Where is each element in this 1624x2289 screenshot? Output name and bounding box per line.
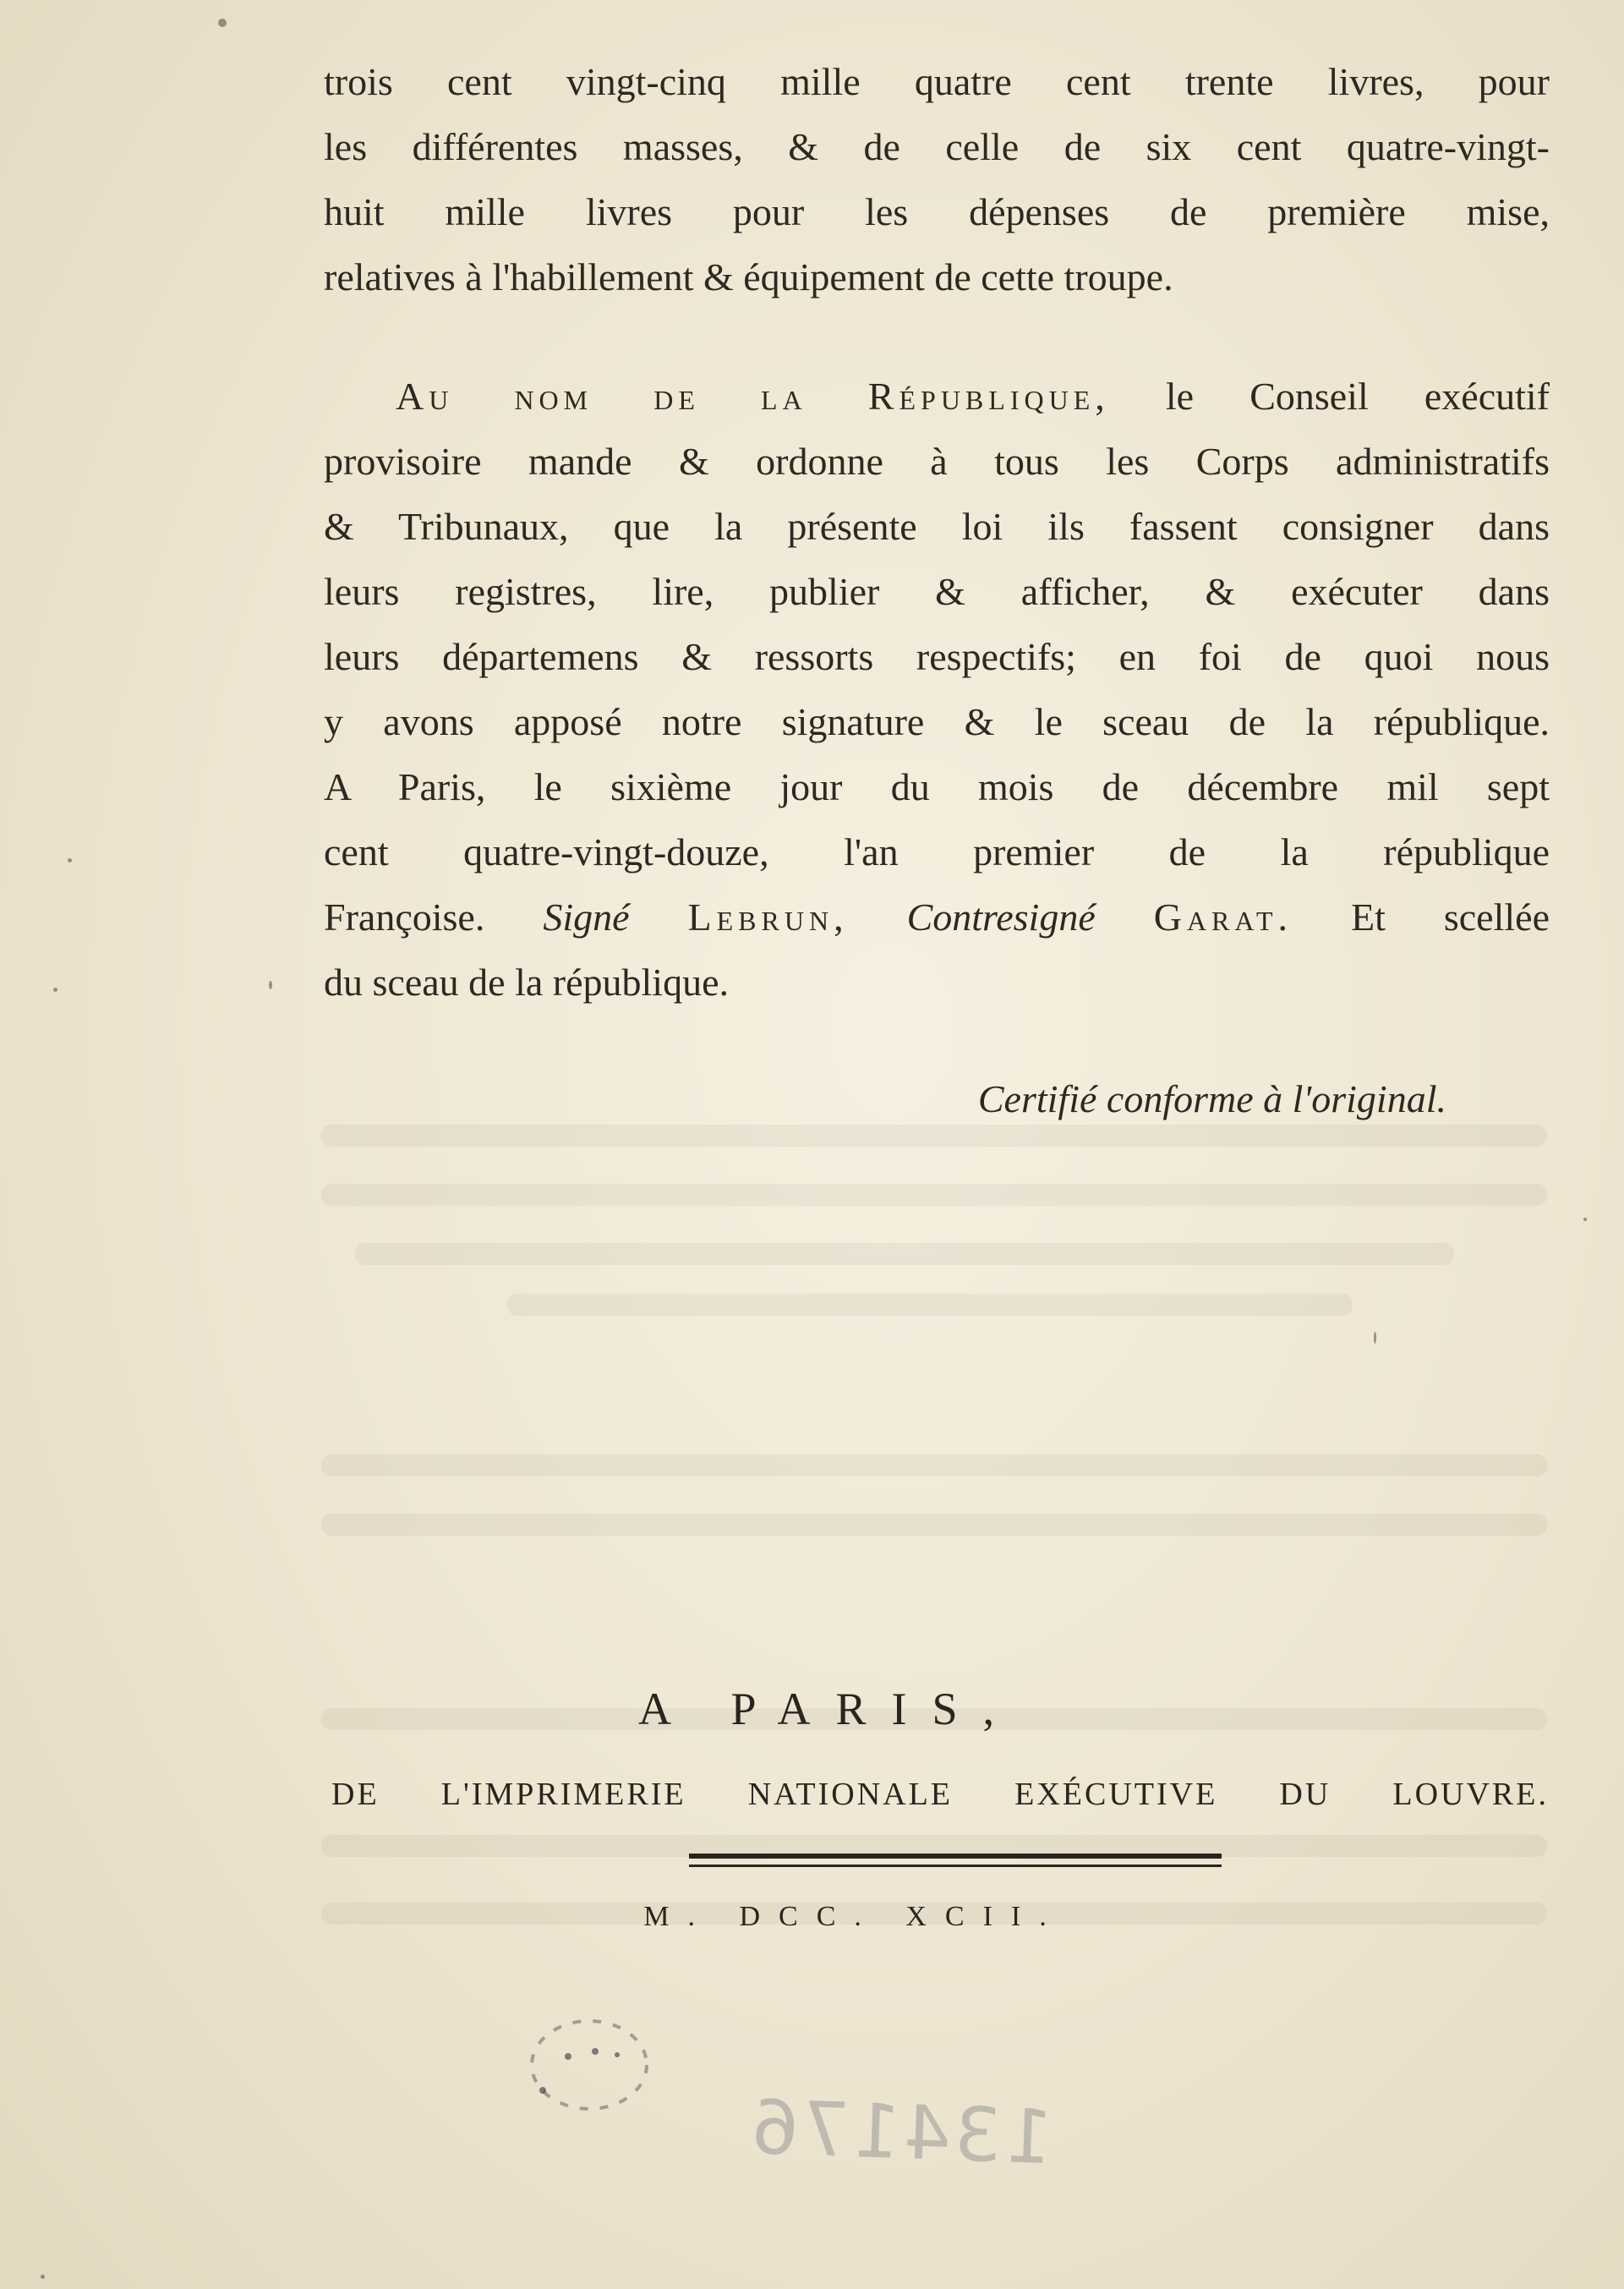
text-line: y avons apposé notre signature & le sceau de la république. [324,700,1550,743]
text-line: huit mille livres pour les dépenses de première mise, [324,190,1550,233]
paper-speck [269,981,272,989]
countersigned-label: Contresigné [906,895,1096,939]
text-line: les différentes masses, & de celle de six cent quatre-vingt- [324,125,1550,168]
text-line: & Tribunaux, que la présente loi ils fassent consigner dans [324,505,1550,548]
paper-speck [53,988,57,992]
text-line: leurs départemens & ressorts respectifs; en foi de quoi nous [324,635,1550,678]
double-rule-divider [689,1854,1222,1867]
text-line: A Paris, le sixième jour du mois de décembre mil sept [324,765,1550,808]
text-fragment: Françoise. [324,895,485,939]
text-fragment: le Conseil exécutif [1109,375,1550,418]
bleed-through [321,1514,1547,1536]
text-line [324,364,1550,429]
paper-speck [41,2275,45,2279]
text-fragment: Et scellée [1351,895,1550,939]
promulgation-paragraph [324,364,1550,1015]
accession-number: 134176 [746,2083,1054,2182]
bleed-through [321,1125,1547,1147]
library-stamp [517,2004,661,2122]
paper-speck [218,19,227,27]
signed-label: Signé [543,895,630,939]
text-line: provisoire mande & ordonne à tous les Corps administratifs [324,440,1550,483]
text-line: cent quatre-vingt-douze, l'an premier de la république [324,830,1550,873]
bleed-through [321,1184,1547,1206]
text-line: trois cent vingt-cinq mille quatre cent trente livres, pour [324,60,1550,103]
text-line: relatives à l'habillement & équipement de cette troupe. [324,255,1173,298]
countersignatory-name: Garat. [1153,895,1293,939]
bleed-through [321,1454,1547,1476]
imprint-city: A PARIS, [637,1684,1020,1734]
paragraph-continuation [324,49,1550,309]
bleed-through [507,1294,1353,1316]
paper-speck [68,858,72,862]
bleed-through [355,1243,1454,1265]
signature-line [324,884,1550,950]
signatory-name: Lebrun, [687,895,849,939]
paper-speck [1374,1332,1376,1344]
imprint-year: M. DCC. XCII. [643,1901,1065,1932]
text-line: du sceau de la république. [324,961,729,1004]
certification-note: Certifié conforme à l'original. [977,1077,1446,1120]
imprint-printer: DE L'IMPRIMERIE NATIONALE EXÉCUTIVE DU LOUVRE. [331,1777,1549,1812]
text-line: leurs registres, lire, publier & afficher, & exécuter dans [324,570,1550,613]
opening-formula: Au nom de la République, [396,375,1110,418]
paper-speck [1583,1218,1587,1221]
